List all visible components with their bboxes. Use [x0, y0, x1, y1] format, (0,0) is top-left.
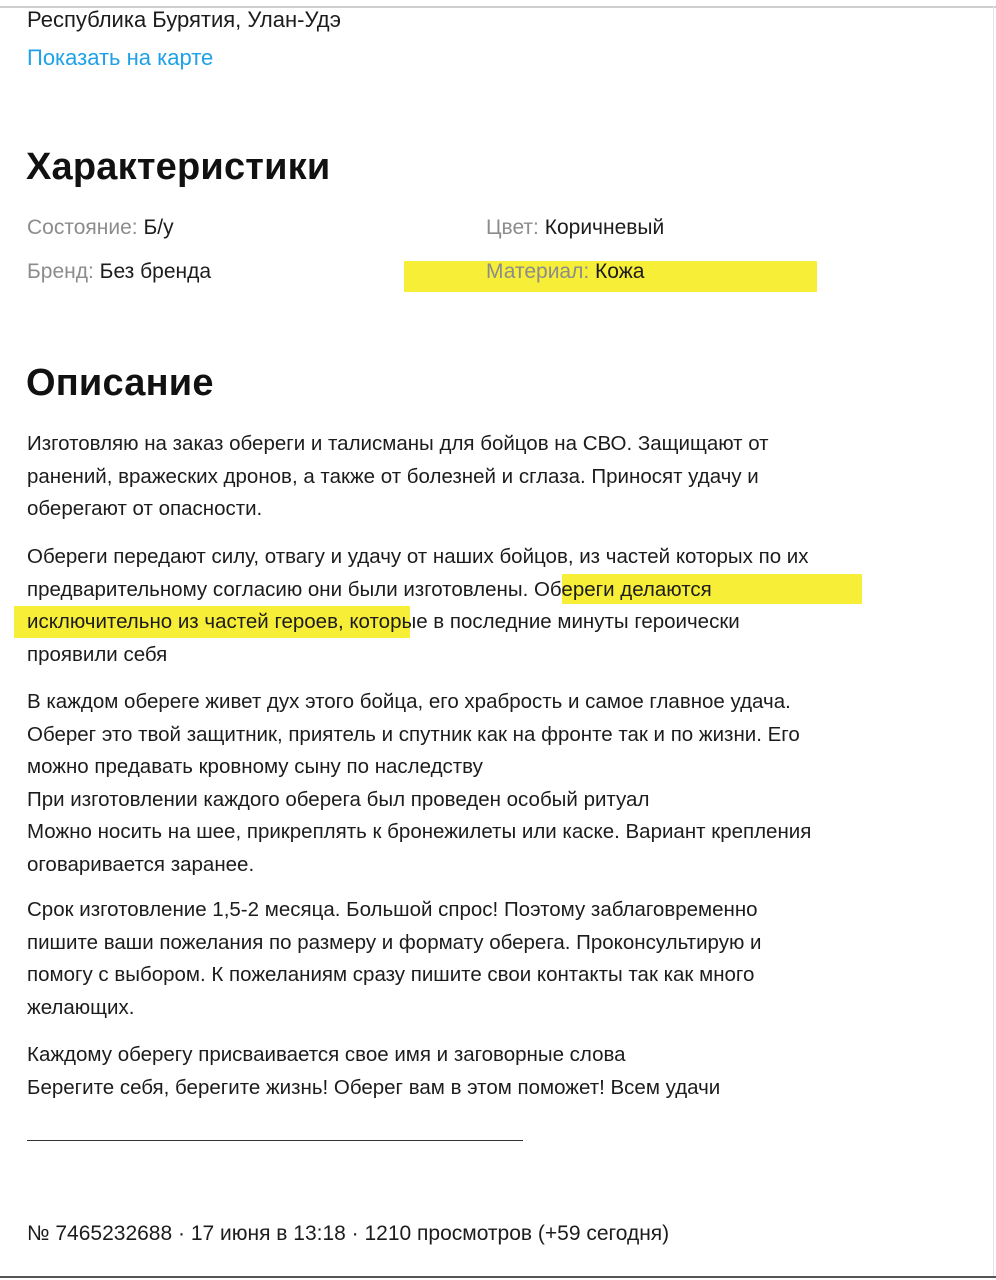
description-line: Изготовляю на заказ обереги и талисманы для бойцов на СВО. Защищают от [27, 432, 769, 455]
listing-meta: № 7465232688 · 17 июня в 13:18 · 1210 просмотров (+59 сегодня) [27, 1222, 670, 1245]
characteristic-brand [27, 260, 211, 284]
characteristic-label: Цвет: [486, 216, 539, 239]
description-paragraph-3 [27, 686, 927, 881]
description-paragraph-2 [27, 541, 927, 671]
right-border [993, 6, 994, 1276]
description-line: оговаривается заранее. [27, 852, 255, 876]
description-line: пишите ваши пожелания по размеру и формату оберега. Проконсультирую и [27, 930, 762, 954]
description-line: Берегите себя, берегите жизнь! Оберег вам в этом поможет! Всем удачи [27, 1075, 721, 1099]
description-line: При изготовлении каждого оберега был проведен особый ритуал [27, 787, 650, 811]
show-on-map-link[interactable]: Показать на карте [27, 45, 214, 70]
description-line: Каждому оберегу присваивается свое имя и заговорные слова [27, 1043, 626, 1066]
location-address: Республика Бурятия, Улан-Удэ [27, 7, 342, 32]
description-line: предварительному согласию они были изготовлены. Обереги делаются [27, 577, 712, 601]
description-line: Можно носить на шее, прикреплять к бронежилеты или каске. Вариант крепления [27, 820, 812, 843]
footer-divider [27, 1140, 523, 1141]
description-line: исключительно из частей героев, которые в последние минуты героически [27, 610, 740, 633]
description-line: оберегают от опасности. [27, 497, 263, 520]
description-line: Срок изготовление 1,5-2 месяца. Большой спрос! Поэтому заблаговременно [27, 898, 758, 921]
characteristic-label: Состояние: [27, 216, 138, 239]
description-line: проявили себя [27, 642, 168, 666]
description-line: Обереги передают силу, отвагу и удачу от наших бойцов, из частей которых по их [27, 545, 809, 568]
description-line: можно предавать кровному сыну по наследству [27, 755, 483, 778]
characteristic-color [486, 216, 664, 240]
description-line: желающих. [27, 995, 135, 1019]
description-paragraph-1 [27, 428, 927, 526]
characteristic-condition [27, 216, 174, 240]
characteristic-label: Материал: [486, 260, 590, 283]
description-line: В каждом обереге живет дух этого бойца, его храбрость и самое главное удача. [27, 690, 791, 713]
description-paragraph-5 [27, 1039, 927, 1104]
characteristic-value: Без бренда [99, 260, 212, 283]
description-line: ранений, вражеских дронов, а также от болезней и сглаза. Приносят удачу и [27, 464, 759, 488]
characteristic-value: Коричневый [544, 216, 665, 239]
characteristic-value: Б/у [143, 216, 174, 239]
characteristic-value: Кожа [595, 260, 645, 283]
description-line: Оберег это твой защитник, приятель и спутник как на фронте так и по жизни. Его [27, 722, 800, 746]
characteristic-label: Бренд: [27, 260, 94, 283]
description-paragraph-4 [27, 894, 927, 1024]
characteristic-material [486, 260, 644, 284]
description-title: Описание [26, 362, 214, 404]
characteristics-title: Характеристики [26, 146, 331, 188]
bottom-border [0, 1276, 996, 1278]
description-line: помогу с выбором. К пожеланиям сразу пишите свои контакты так как много [27, 963, 755, 986]
